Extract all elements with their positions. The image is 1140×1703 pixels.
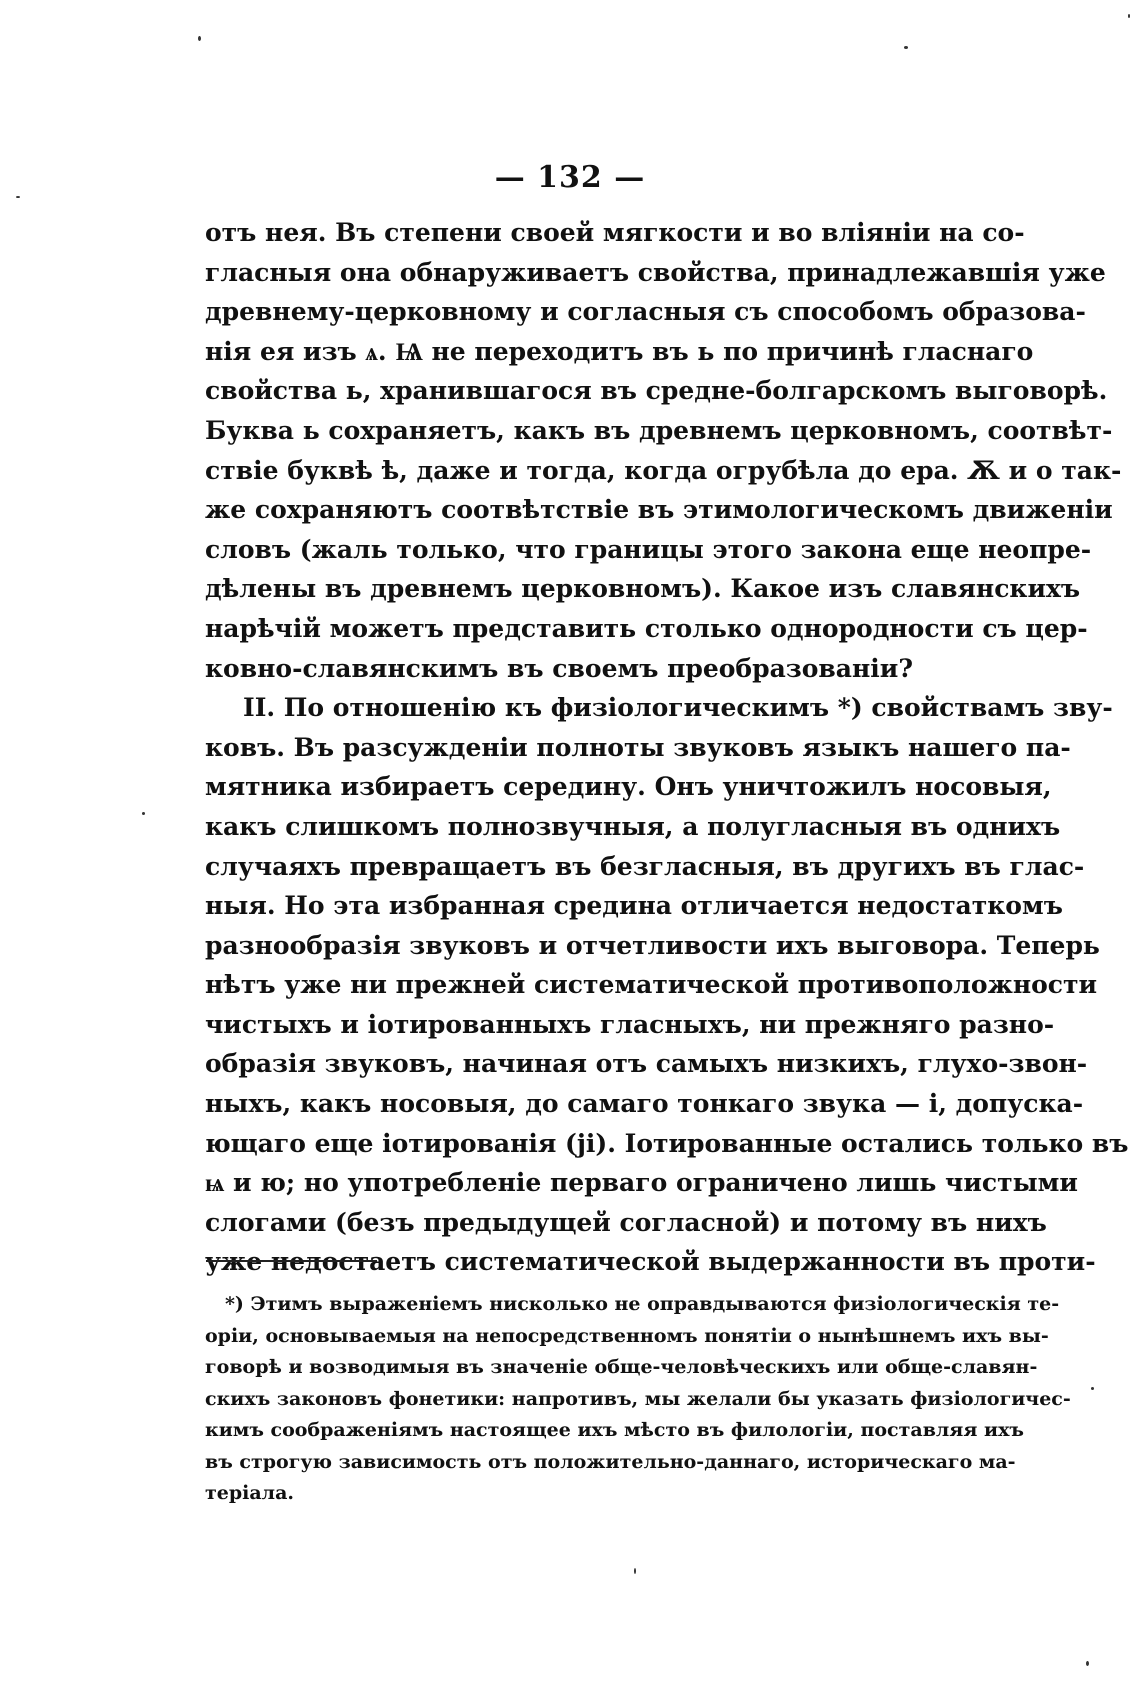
text-line: чистыхъ и іотированныхъ гласныхъ, ни прежняго разно- <box>205 1009 1055 1039</box>
text-line: ющаго еще іотированія (ji). Іотированные остались только въ <box>205 1128 1129 1158</box>
scan-speck <box>16 196 20 198</box>
footnote-line: теріала. <box>205 1482 294 1504</box>
text-line: древнему-церковному и согласныя съ способомъ образова- <box>205 297 1086 327</box>
text-line: образія звуковъ, начиная отъ самыхъ низкихъ, глухо-звон- <box>205 1049 1088 1079</box>
footnote-divider <box>206 1260 377 1262</box>
text-line: II. По отношенію къ физіологическимъ *) свойствамъ зву- <box>243 693 1113 723</box>
footnote-line: въ строгую зависимость отъ положительно-даннаго, историческаго ма- <box>205 1450 1016 1473</box>
footnote-line: *) Этимъ выраженіемъ нисколько не оправдываются физіологическія те- <box>225 1293 1060 1315</box>
text-line: словъ (жаль только, что границы этого закона еще неопре- <box>205 534 1092 564</box>
scan-speck <box>198 36 201 41</box>
text-line: случаяхъ превращаетъ въ безгласныя, въ другихъ въ глас- <box>205 851 1085 881</box>
text-line: ныя. Но эта избранная средина отличается недостаткомъ <box>205 891 1063 921</box>
text-line: же сохраняютъ соотвѣтствіе въ этимологическомъ движеніи <box>205 495 1113 525</box>
text-line: слогами (безъ предыдущей согласной) и потому въ нихъ <box>205 1207 1047 1237</box>
text-line: гласныя она обнаруживаетъ свойства, принадлежавшія уже <box>205 257 1106 287</box>
text-line: ствіе буквѣ ѣ, даже и тогда, когда огрубѣла до ера. Ѫ и о так- <box>205 455 1122 485</box>
text-line: отъ нея. Въ степени своей мягкости и во вліяніи на со- <box>205 218 1025 247</box>
text-line: Буква ь сохраняетъ, какъ въ древнемъ церковномъ, соотвѣт- <box>205 415 1113 445</box>
scan-speck <box>142 812 145 815</box>
footnote-line: оріи, основываемыя на непосредственномъ понятіи о нынѣшнемъ ихъ вы- <box>205 1324 1049 1347</box>
footnote-line: скихъ законовъ фонетики: напротивъ, мы желали бы указать физіологичес- <box>205 1387 1071 1410</box>
main-text <box>205 213 1129 1282</box>
text-line: ѩ и ю; но употребленіе перваго ограничено лишь чистыми <box>205 1168 1078 1198</box>
text-line: уже недостаетъ систематической выдержанности въ проти- <box>205 1247 1096 1277</box>
scan-speck <box>634 1568 636 1574</box>
scan-speck <box>904 46 908 49</box>
text-line: нія ея изъ ѧ. Ѩ не переходитъ въ ь по причинѣ гласнаго <box>205 336 1034 366</box>
scan-speck <box>1128 14 1130 18</box>
scan-speck <box>1086 1661 1089 1666</box>
footnote <box>205 1289 1071 1510</box>
page-number: — 132 — <box>494 160 646 195</box>
footnote-line: кимъ соображеніямъ настоящее ихъ мѣсто въ филологіи, поставляя ихъ <box>205 1419 1024 1441</box>
text-line: ковъ. Въ разсужденіи полноты звуковъ языкъ нашего па- <box>205 732 1071 762</box>
text-line: дѣлены въ древнемъ церковномъ). Какое изъ славянскихъ <box>205 574 1081 604</box>
text-line: ныхъ, какъ носовыя, до самаго тонкаго звука — і, допуска- <box>205 1089 1084 1119</box>
scan-speck <box>1091 1387 1094 1390</box>
text-line: какъ слишкомъ полнозвучныя, а полугласныя въ однихъ <box>205 811 1061 841</box>
text-line: мятника избираетъ середину. Онъ уничтожилъ носовыя, <box>205 772 1052 802</box>
text-line: свойства ь, хранившагося въ средне-болгарскомъ выговорѣ. <box>205 376 1108 406</box>
footnote-line: говорѣ и возводимыя въ значеніе обще-человѣческихъ или обще-славян- <box>205 1356 1038 1378</box>
text-line: разнообразія звуковъ и отчетливости ихъ выговора. Теперь <box>205 930 1100 960</box>
text-line: нарѣчій можетъ представить столько однородности съ цер- <box>205 613 1088 643</box>
text-line: нѣтъ уже ни прежней систематической противоположности <box>205 970 1098 1000</box>
text-line: ковно-славянскимъ въ своемъ преобразованіи? <box>205 653 913 683</box>
